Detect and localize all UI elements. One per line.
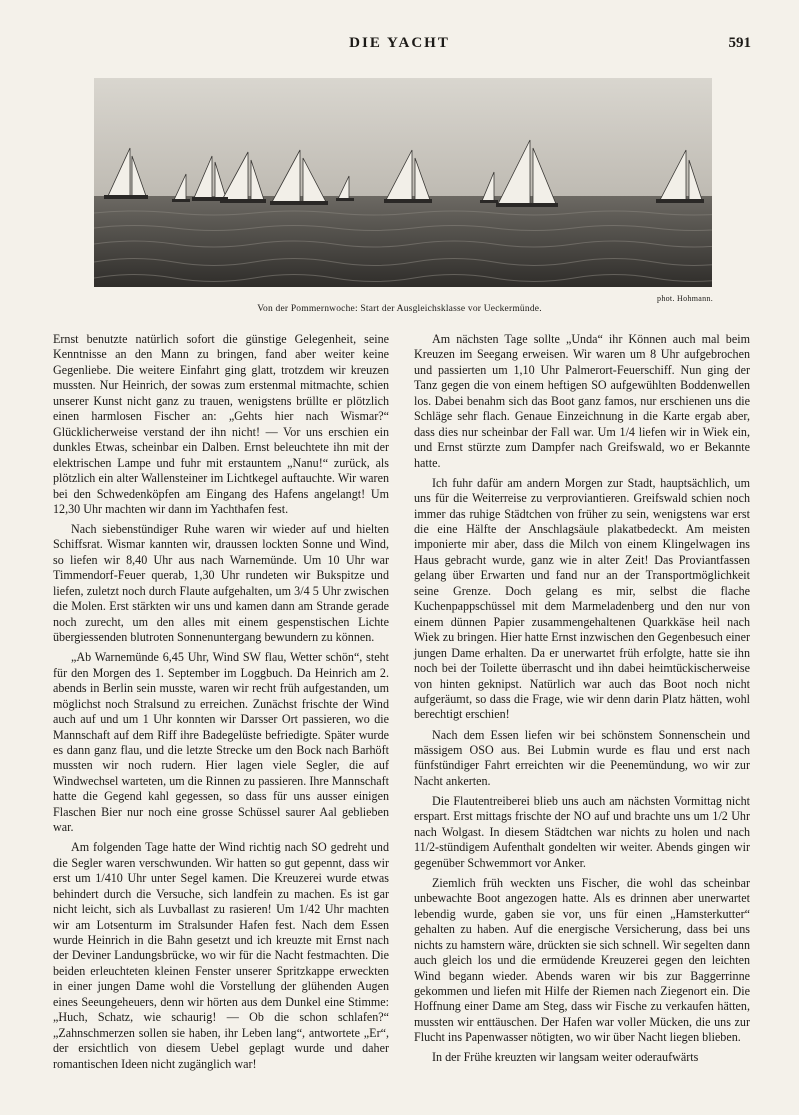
- paragraph: „Ab Warnemünde 6,45 Uhr, Wind SW flau, Wetter schön“, steht für den Morgen des 1. September im Loggbuch. Da Heinrich am 2. abends in Berlin sein musste, waren wir recht früh aufgestanden, um möglichst noch Stralsund zu erreichen. Zunächst frischte der Wind auch auf und um 1 Uhr konnten wir Darsser Ort passieren, wo die Mannschaft auf dem Riff ihre Badegelüste befriedigte. Später wurde es dann ganz flau, und die letzte Strecke um den Bock nach Barhöft mussten wir noch rudern. Hier lagen viele Segler, die auf Windwechsel warteten, um die Rinnen zu passieren. Ihre Mannschaft hatte die Gegend kahl gegessen, so dass für uns ausser einigen Flaschen Bier nur noch eine grosse Schüssel saurer Aal geblieben war.: [53, 650, 389, 835]
- paragraph: Die Flautentreiberei blieb uns auch am nächsten Vormittag nicht erspart. Erst mittags frischte der NO auf und brachte uns um 1/2 Uhr nach Wolgast. In diesem Städtchen war nichts zu holen und nach 11/2-stündigem Aufenthalt gondelten wir weiter. Abends gingen wir gegenüber Schwemmort vor Anker.: [414, 793, 750, 870]
- paragraph: Ziemlich früh weckten uns Fischer, die wohl das scheinbar unbewachte Boot angezogen hatte. Als es drinnen aber unerwartet lebendig wurde, gaben sie vor, uns für einen „Hamsterkutter“ gehalten zu haben. Auf die energische Versicherung, dass bei uns nichts zu hamstern wäre, drückten sie sich schnell. Wir segelten dann auch gleich los und die ermüdende Kreuzerei gegen den leichten Wind begann wieder. Abends waren wir bis zur Baggerrinne gekommen und liefen mit Hilfe der Riemen nach Ziegenort ein. Die Hoffnung einer Dame am Steg, dass wir Fische zu verkaufen hätten, mussten wir enttäuschen. Der Hafen war voller Mücken, die uns zur Flucht ins Papenwasser nötigten, wo wir über Nacht liegen blieben.: [414, 875, 750, 1045]
- paragraph: Am nächsten Tage sollte „Unda“ ihr Können auch mal beim Kreuzen im Seegang erweisen. Wir waren um 8 Uhr aufgebrochen und passierten um 1,10 Uhr Palmerort-Feuerschiff. Nun ging der Tanz gegen die von einem heftigen SO aufgewühlten Boddenwellen los. Dabei benahm sich das Boot ganz famos, nur erschienen uns die Schläge sehr flach. Genaue Einzeichnung in die Karte ergab aber, dass dies nur scheinbar der Fall war. Um 1/4 liefen wir in Wiek ein, und Ernst stürzte zum Dampfer nach Greifswald, wo er Bekannte hatte.: [414, 332, 750, 470]
- sailboats-illustration: [94, 78, 712, 287]
- page-header: [0, 35, 799, 55]
- paragraph: In der Frühe kreuzten wir langsam weiter oderaufwärts: [432, 1050, 699, 1065]
- right-column: [414, 332, 750, 1070]
- paragraph: Ich fuhr dafür am andern Morgen zur Stadt, hauptsächlich, um uns für die Weiterreise zu verproviantieren. Greifswald schien noch immer das ruhige Städtchen von früher zu sein, wenigstens war erst die eine Hälfte der Anschlagsäule plakatbedeckt. Am meisten imponierte mir aber, dass die Milch von einem Klingelwagen ins Haus gebracht wurde, ganz wie in alter Zeit! Das Proviantfassen gelang über Erwarten und fand nur an der Transportmöglichkeit seine Grenze. Doch gelang es mir, selbst die flache Kuchenpappschüssel mit dem Marmeladenberg und den nur von einem dünnen Papier zusammengehaltenen Quarkkäse heil nach Wiek zu bringen. Hier hatte Ernst inzwischen den Gegenbesuch einer jungen Dame erhalten. Da er unerwartet früh erfolgte, hatte sie ihn noch bei der Toilette überrascht und ihn dabei heimtückischerweise von hinten geknipst. Natürlich war auch das Boot noch nicht aufgeräumt, so dass die Frage, wie wir denn darin Platz hätten, wohl berechtigt erschien!: [414, 475, 750, 722]
- regatta-photo: [94, 78, 712, 287]
- paragraph: Nach dem Essen liefen wir bei schönstem Sonnenschein und mässigem OSO aus. Bei Lubmin wurde es flau und erst nach fünfstündiger Fahrt erreichten wir die Peenemündung, wo wir zur Nacht ankerten.: [414, 727, 750, 788]
- running-title: DIE YACHT: [349, 35, 450, 51]
- figure-caption: Von der Pommernwoche: Start der Ausgleichsklasse vor Ueckermünde.: [257, 304, 542, 314]
- paragraph: Ernst benutzte natürlich sofort die günstige Gelegenheit, seine Kenntnisse an den Mann zu bringen, fand aber weiter keine Gegenliebe. Die weitere Einfahrt ging glatt, trotzdem wir kreuzen mussten. Nur Heinrich, der sowas zum erstenmal mitmachte, schien unserer Kunst nicht ganz zu trauen, wenigstens brüllte er plötzlich einen harmlosen Fischer an: „Gehts hier nach Wismar?“ Glücklicherweise verstand der ihn nicht! — Vor uns erschien ein dunkles Etwas, scheinbar ein Dalben. Ernst beleuchtete ihn mit der elektrischen Lampe und fuhr mit erstauntem „Nanu!“ zurück, als plötzlich ein alter Wallensteiner im Lichtkegel auftauchte. Wir waren bei den Schwedenköpfen am Eingang des Hafens angelangt! Um 12,30 Uhr machten wir dann im Yachthafen fest.: [53, 332, 389, 516]
- photo-credit: phot. Hohmann.: [657, 294, 713, 303]
- paragraph: Nach siebenstündiger Ruhe waren wir wieder auf und hielten Schiffsrat. Wismar kannten wir, draussen lockten Sonne und Wind, so liefen wir 8,40 Uhr aus nach Warnemünde. Um 10 Uhr war Timmendorf-Feuer querab, 1,30 Uhr rundeten wir Bukspitze und liefen, zuletzt noch durch Flaute aufgehalten, um 3/4 5 Uhr zwischen die Molen. Erst stärkten wir uns und kamen dann am Strande gerade noch zurecht, um den alles mit einem gespenstischen Lichte übergiessenden blutroten Sonnenuntergang bewundern zu können.: [53, 522, 389, 645]
- page-number: 591: [728, 35, 751, 51]
- left-column: [53, 332, 389, 1077]
- paragraph: Am folgenden Tage hatte der Wind richtig nach SO gedreht und die Segler waren verschwunden. Wir hatten so gut gepennt, dass wir erst um 1/410 Uhr unter Segel kamen. Die Kreuzerei wurde etwas behindert durch die Versuche, sich landfein zu machen. Es ist gar nicht leicht, sich als Luvballast zu rasieren! Um 1/42 Uhr machten wir am Lotsenturm im Stralsunder Hafen fest. Nach dem Essen wurde Heinrich in die Bahn gesetzt und ich kreuzte mit Ernst nach der Deviner Landungsbrücke, wo wir für die Nacht festmachten. Die beiden erleuchteten kleinen Fenster unserer Spritzkappe erweckten in einer jungen Dame wohl die Vorstellung der glühenden Augen eines Seeungeheuers, denn wir hörten aus dem Dunkel eine Stimme: „Huch, Schatz, wie schaurig! — Ob die schon schlafen?“ „Zahnschmerzen sollen sie haben, ihr Leben lang“, antwortete „Er“, der ersichtlich von diesem Uebel geplagt wurde und daher romantischen Ideen nicht zugänglich war!: [53, 840, 389, 1071]
